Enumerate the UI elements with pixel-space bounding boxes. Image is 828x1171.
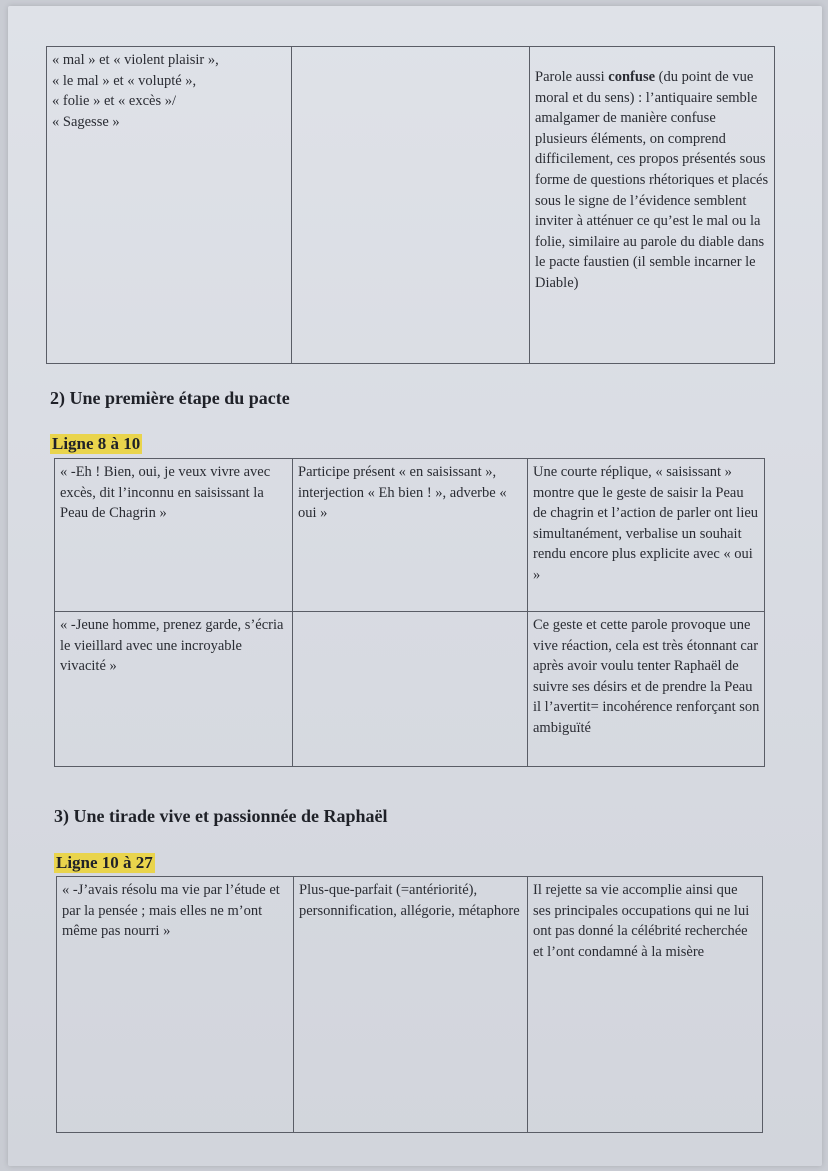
table-row [47, 47, 775, 364]
table-row [55, 612, 765, 767]
analysis-text: (du point de vue moral et du sens) : l’antiquaire semble amalgamer de manière confuse plusieurs éléments, on comprend difficilement, ces propos présentés sous forme de questions rhétoriques et placés sous le signe de l’évidence semblent inviter à atténuer ce qu’est le mal ou la folie, similaire au parole du diable dans le pacte faustien (il semble incarner le Diable) [535, 69, 769, 291]
section-2-line-label: Ligne 8 à 10 [52, 434, 141, 453]
quote-cell: « mal » et « violent plaisir », « le mal » et « volupté », « folie » et « excès »/ « Sagesse » [47, 47, 292, 364]
analysis-cell: Il rejette sa vie accomplie ainsi que ses principales occupations qui ne lui ont pas donné la célébrité recherchée et l’ont condamné à la misère [528, 877, 763, 1133]
quote-cell: « -Jeune homme, prenez garde, s’écria le vieillard avec une incroyable vivacité » [55, 612, 293, 767]
section-2-title: 2) Une première étape du pacte [50, 388, 290, 408]
document-page [8, 6, 822, 1166]
analysis-table-2 [54, 458, 765, 767]
analysis-cell: Ce geste et cette parole provoque une vive réaction, cela est très étonnant car après avoir voulu tenter Raphaël de suivre ses désirs et de prendre la Peau il l’avertit= incohérence renforçant son ambiguïté [528, 612, 765, 767]
analysis-table-1 [46, 46, 775, 364]
quote-cell: « -J’avais résolu ma vie par l’étude et par la pensée ; mais elles ne m’ont même pas nourri » [57, 877, 294, 1133]
device-cell [293, 612, 528, 767]
analysis-cell: Une courte réplique, « saisissant » montre que le geste de saisir la Peau de chagrin et l’action de parler ont lieu simultanément, verbalise un souhait rendu encore plus explicite avec « oui » [528, 459, 765, 612]
analysis-text: Parole aussi [535, 69, 609, 85]
keyword-confuse: confuse [608, 69, 656, 85]
device-cell: Participe présent « en saisissant », interjection « Eh bien ! », adverbe « oui » [293, 459, 528, 612]
table-row [57, 877, 763, 1133]
quote-cell: « -Eh ! Bien, oui, je veux vivre avec excès, dit l’inconnu en saisissant la Peau de Chagrin » [55, 459, 293, 612]
device-cell: Plus-que-parfait (=antériorité), personnification, allégorie, métaphore [294, 877, 528, 1133]
analysis-cell [530, 47, 775, 364]
analysis-table-3 [56, 876, 763, 1133]
device-cell [292, 47, 530, 364]
section-3-line-label: Ligne 10 à 27 [56, 853, 153, 872]
table-row [55, 459, 765, 612]
section-3-title: 3) Une tirade vive et passionnée de Raphaël [54, 806, 388, 826]
